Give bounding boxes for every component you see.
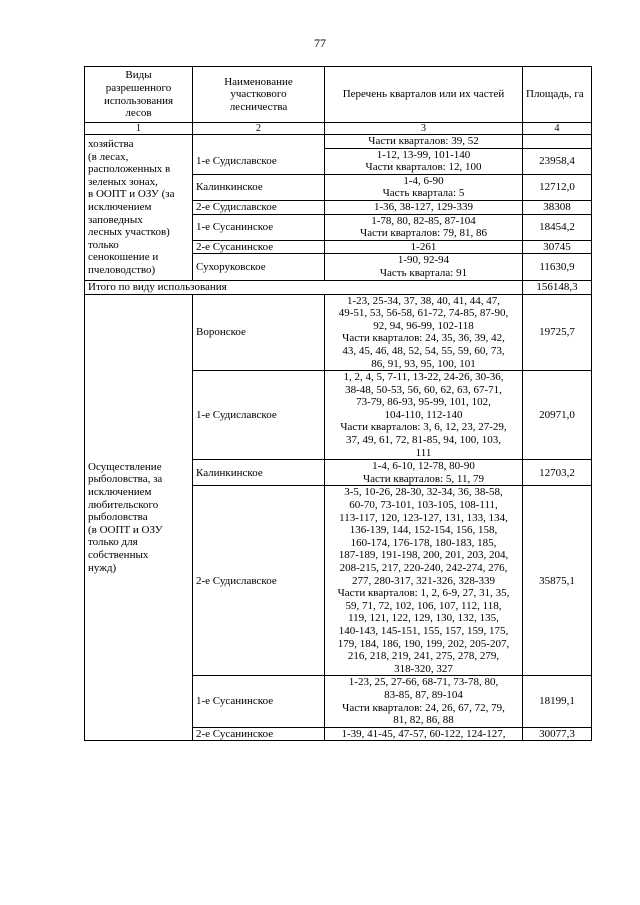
- use-type-line: заповедных: [88, 213, 143, 226]
- quarters-line: 49-51, 53, 56-58, 61-72, 74-85, 87-90,: [338, 307, 509, 320]
- use-type-line: рыболовства: [88, 511, 148, 524]
- forestry-cell: Калинкинское: [193, 174, 325, 200]
- quarters-line: 136-139, 144, 152-154, 156, 158,: [349, 524, 498, 537]
- forestry-cell: 2-е Судиславское: [193, 200, 325, 214]
- quarters-line: 1, 2, 4, 5, 7-11, 13-22, 24-26, 30-36,: [343, 371, 504, 384]
- area-cell: 11630,9: [523, 254, 592, 280]
- area-cell: 30745: [523, 240, 592, 254]
- quarters-cell: [325, 486, 523, 676]
- forest-use-table: [84, 66, 592, 741]
- quarters-line: 179, 184, 186, 190, 199, 202, 205-207,: [337, 637, 510, 650]
- column-number-row: [85, 123, 592, 135]
- forestry-cell: 1-е Сусанинское: [193, 214, 325, 240]
- quarters-line: 1-4, 6-10, 12-78, 80-90: [372, 460, 475, 473]
- table-row: [85, 294, 592, 371]
- quarters-line: 119, 121, 122, 129, 130, 132, 135,: [348, 612, 499, 625]
- quarters-cell: [325, 294, 523, 371]
- quarters-line: 1-4, 6-90: [403, 174, 444, 187]
- total-row: [85, 280, 592, 294]
- use-type-line: зеленых зонах,: [88, 175, 158, 188]
- quarters-line: 1-23, 25, 27-66, 68-71, 73-78, 80,: [348, 676, 499, 689]
- area-cell: 12712,0: [523, 174, 592, 200]
- quarters-line: 318-320, 327: [394, 662, 453, 675]
- quarters-line: 160-174, 176-178, 180-183, 185,: [350, 536, 497, 549]
- use-type-line: пчеловодство): [88, 263, 156, 276]
- use-type-cell: [85, 135, 193, 281]
- total-label: Итого по виду использования: [85, 280, 523, 294]
- forestry-cell: 2-е Сусанинское: [193, 727, 325, 741]
- use-type-line: нужд): [88, 561, 117, 574]
- column-number: 1: [85, 123, 193, 135]
- use-type-line: сенокошение и: [88, 251, 159, 264]
- forestry-cell: 2-е Сусанинское: [193, 240, 325, 254]
- quarters-line: 81, 82, 86, 88: [393, 714, 454, 727]
- forestry-cell: 1-е Судиславское: [193, 135, 325, 175]
- header-forestry: [193, 67, 325, 123]
- quarters-line: 1-12, 13-99, 101-140: [376, 148, 471, 161]
- header-line: использования: [103, 94, 174, 107]
- quarters-line: 37, 49, 61, 72, 81-85, 94, 100, 103,: [346, 434, 501, 447]
- use-type-line: рыболовства, за: [88, 473, 163, 486]
- quarters-line: 113-117, 120, 123-127, 131, 133, 134,: [339, 511, 508, 524]
- table-row: [85, 135, 592, 149]
- use-type-line: в ООПТ и ОЗУ (за: [88, 188, 175, 201]
- quarters-line: Части кварталов: 79, 81, 86: [360, 227, 487, 240]
- use-type-line: (в лесах,: [88, 150, 129, 163]
- use-type-line: только: [88, 238, 119, 251]
- quarters-cell: [325, 727, 523, 741]
- quarters-line: 92, 94, 96-99, 102-118: [373, 319, 474, 332]
- area-cell: 18454,2: [523, 214, 592, 240]
- quarters-cell: [325, 460, 523, 486]
- quarters-line: 1-39, 41-45, 47-57, 60-122, 124-127,: [341, 727, 506, 740]
- quarters-line: 216, 218, 219, 241, 275, 278, 279,: [347, 650, 500, 663]
- quarters-line: 140-143, 145-151, 155, 157, 159, 175,: [338, 624, 509, 637]
- quarters-line: 208-215, 217, 220-240, 242-274, 276,: [339, 562, 508, 574]
- quarters-line: 43, 45, 46, 48, 52, 54, 55, 59, 60, 73,: [342, 344, 505, 357]
- use-type-line: Осуществление: [88, 460, 162, 473]
- quarters-line: Части кварталов: 24, 35, 36, 39, 42,: [342, 332, 505, 345]
- header-quarters: Перечень кварталов или их частей: [325, 67, 523, 123]
- column-number: 3: [325, 123, 523, 135]
- quarters-line: Части кварталов: 39, 52: [368, 135, 479, 147]
- area-cell: 38308: [523, 200, 592, 214]
- quarters-cell: [325, 371, 523, 460]
- area-cell: 19725,7: [523, 294, 592, 371]
- header-line: лесов: [125, 107, 152, 120]
- quarters-cell: [325, 200, 523, 214]
- area-cell: [523, 135, 592, 149]
- quarters-cell: [325, 135, 523, 149]
- area-cell: 12703,2: [523, 460, 592, 486]
- area-cell: 35875,1: [523, 486, 592, 676]
- use-type-line: собственных: [88, 548, 149, 561]
- quarters-line: 187-189, 191-198, 200, 201, 203, 204,: [338, 549, 509, 562]
- quarters-line: 73-79, 86-93, 95-99, 101, 102,: [356, 396, 491, 409]
- page-number: 77: [314, 36, 326, 50]
- header-line: участкового: [230, 88, 287, 101]
- header-area: Площадь, га: [523, 67, 592, 123]
- quarters-line: 104-110, 112-140: [384, 408, 463, 421]
- use-type-cell: [85, 294, 193, 741]
- use-type-line: исключением: [88, 485, 152, 498]
- quarters-line: 60-70, 73-101, 103-105, 108-111,: [349, 499, 498, 512]
- forestry-cell: 1-е Судиславское: [193, 371, 325, 460]
- header-line: лесничества: [229, 100, 288, 113]
- quarters-cell: [325, 174, 523, 200]
- header-use-type: [85, 67, 193, 123]
- use-type-line: хозяйства: [88, 138, 134, 150]
- column-number: 2: [193, 123, 325, 135]
- quarters-cell: [325, 254, 523, 280]
- use-type-line: исключением: [88, 200, 152, 213]
- total-area: 156148,3: [523, 280, 592, 294]
- forestry-cell: Калинкинское: [193, 460, 325, 486]
- quarters-line: 111: [415, 446, 432, 459]
- quarters-line: Части кварталов: 5, 11, 79: [363, 472, 484, 485]
- quarters-line: Части кварталов: 3, 6, 12, 23, 27-29,: [340, 421, 507, 434]
- quarters-line: Часть квартала: 5: [382, 187, 465, 200]
- quarters-cell: [325, 214, 523, 240]
- quarters-line: Части кварталов: 24, 26, 67, 72, 79,: [342, 701, 505, 714]
- use-type-line: (в ООПТ и ОЗУ: [88, 523, 163, 536]
- quarters-line: 277, 280-317, 321-326, 328-339: [352, 574, 495, 587]
- quarters-line: 1-78, 80, 82-85, 87-104: [371, 214, 476, 227]
- quarters-line: 38-48, 50-53, 56, 60, 62, 63, 67-71,: [345, 383, 502, 396]
- quarters-line: 1-36, 38-127, 129-339: [374, 200, 473, 213]
- use-type-line: расположенных в: [88, 163, 171, 176]
- quarters-line: 1-23, 25-34, 37, 38, 40, 41, 44, 47,: [346, 294, 501, 307]
- quarters-line: Части кварталов: 12, 100: [365, 161, 482, 174]
- area-cell: 20971,0: [523, 371, 592, 460]
- forestry-cell: 2-е Судиславское: [193, 486, 325, 676]
- quarters-line: Части кварталов: 1, 2, 6-9, 27, 31, 35,: [337, 587, 510, 600]
- header-line: Виды: [125, 69, 152, 82]
- header-line: Наименование: [224, 75, 293, 88]
- quarters-line: 1-90, 92-94: [397, 254, 450, 267]
- area-cell: 23958,4: [523, 148, 592, 174]
- use-type-line: только для: [88, 536, 138, 549]
- quarters-line: 83-85, 87, 89-104: [384, 688, 463, 701]
- area-cell: 18199,1: [523, 676, 592, 727]
- forestry-cell: Воронское: [193, 294, 325, 371]
- header-line: разрешенного: [105, 81, 172, 94]
- quarters-line: 1-261: [410, 240, 437, 253]
- quarters-line: 86, 91, 93, 95, 100, 101: [371, 357, 476, 370]
- forestry-cell: Сухоруковское: [193, 254, 325, 280]
- quarters-cell: [325, 240, 523, 254]
- area-cell: 30077,3: [523, 727, 592, 741]
- forestry-cell: 1-е Сусанинское: [193, 676, 325, 727]
- quarters-line: Часть квартала: 91: [379, 266, 468, 279]
- table-header-row: [85, 67, 592, 123]
- quarters-line: 59, 71, 72, 102, 106, 107, 112, 118,: [345, 599, 502, 612]
- column-number: 4: [523, 123, 592, 135]
- quarters-line: 3-5, 10-26, 28-30, 32-34, 36, 38-58,: [344, 486, 503, 499]
- quarters-cell: [325, 676, 523, 727]
- use-type-line: любительского: [88, 498, 159, 511]
- use-type-line: лесных участков): [88, 226, 170, 239]
- quarters-cell: [325, 148, 523, 174]
